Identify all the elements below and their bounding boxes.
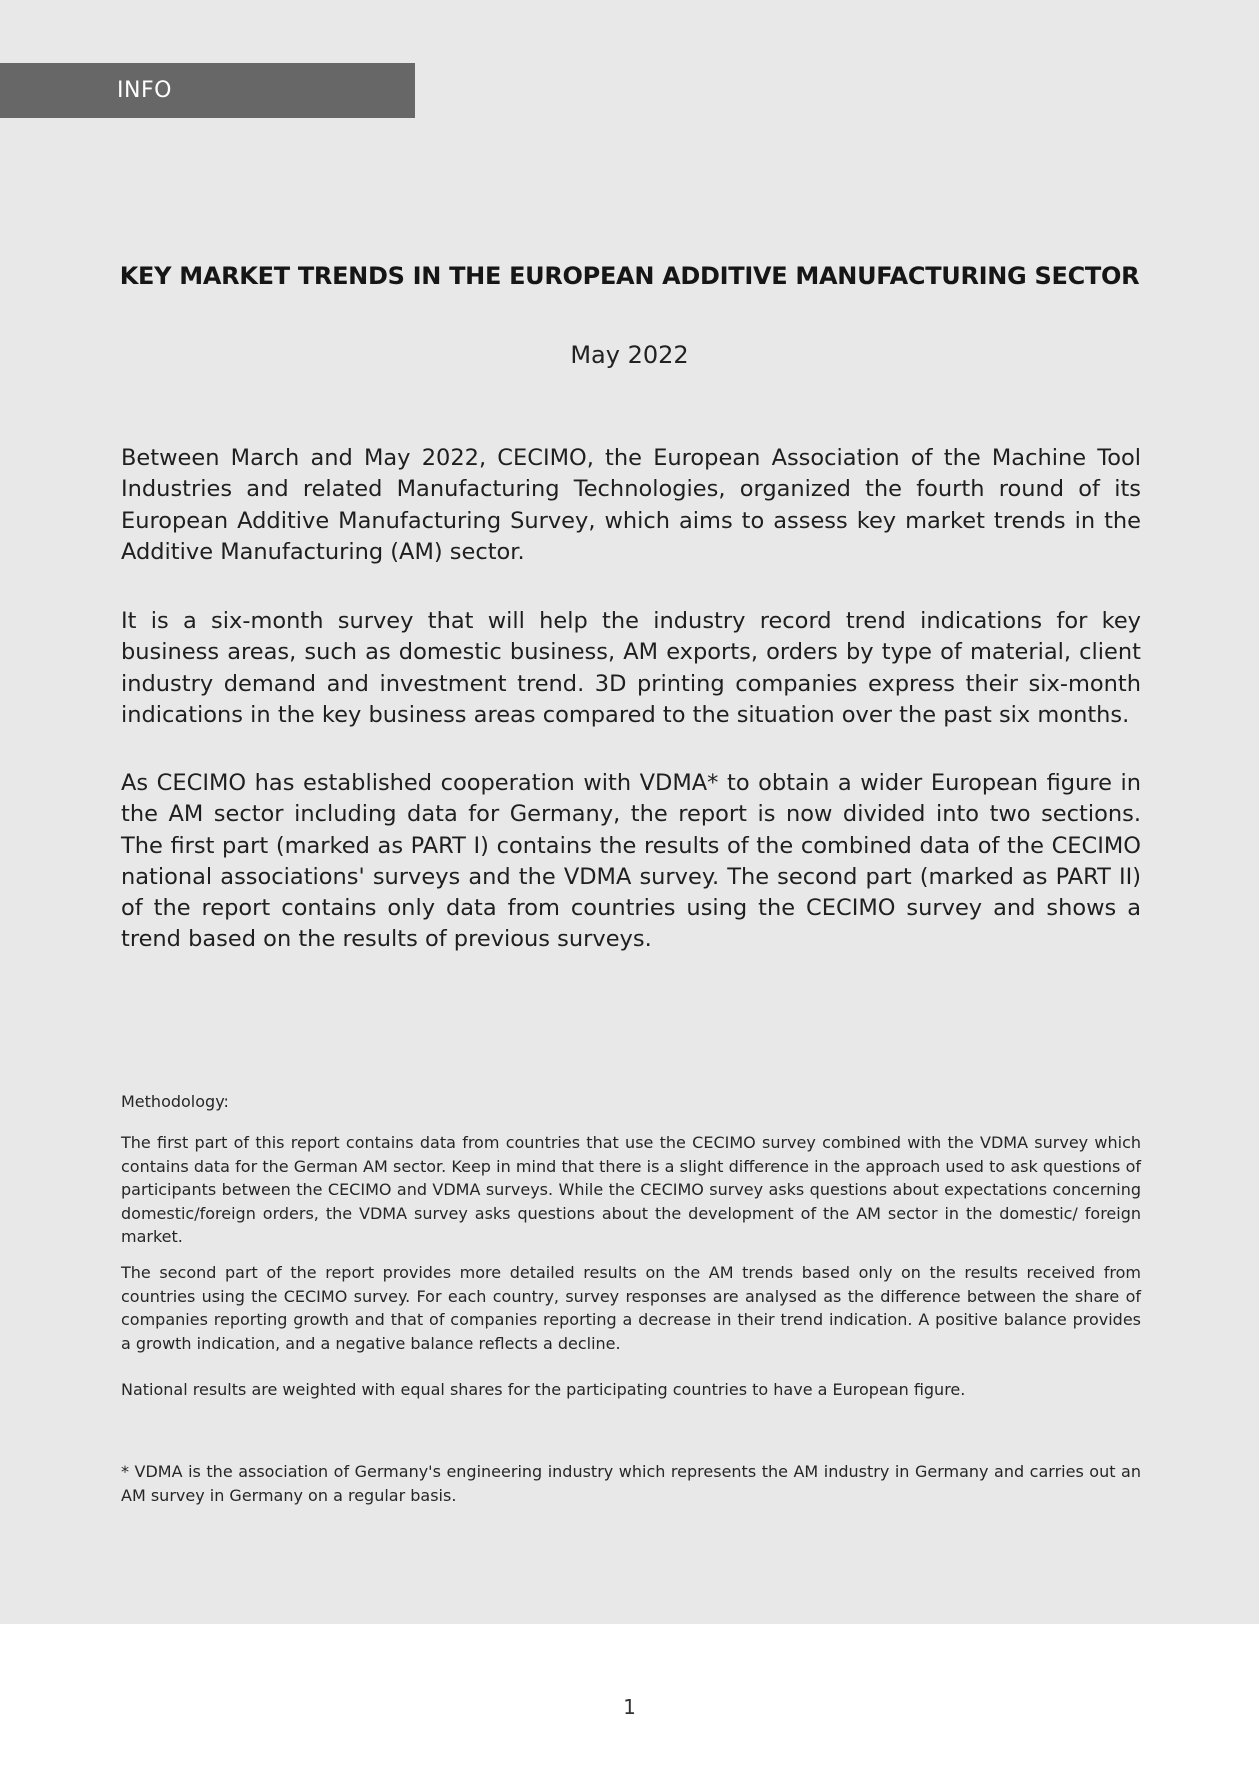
- methodology-paragraph-3: National results are weighted with equal shares for the participating countries to have a European figure.: [121, 1380, 966, 1399]
- info-tab: INFO: [0, 63, 415, 118]
- methodology-paragraph-2: The second part of the report provides more detailed results on the AM trends based only on the results received from countries using the CECIMO survey. For each country, survey responses are analysed as the difference between the share of companies reporting growth and that of companies reporting a decrease in their trend indication. A positive balance provides a growth indication, and a negative balance reflects a decline.: [121, 1263, 1141, 1353]
- methodology-paragraph-1: The first part of this report contains data from countries that use the CECIMO survey combined with the VDMA survey which contains data for the German AM sector. Keep in mind that there is a slight difference in the approach used to ask questions of participants between the CECIMO and VDMA surveys. While the CECIMO survey asks questions about expectations concerning domestic/foreign orders, the VDMA survey asks questions about the development of the AM sector in the domestic/ foreign market.: [121, 1133, 1141, 1246]
- footnote: * VDMA is the association of Germany's engineering industry which represents the AM industry in Germany and carries out an AM survey in Germany on a regular basis.: [121, 1462, 1141, 1505]
- document-title: KEY MARKET TRENDS IN THE EUROPEAN ADDITIVE MANUFACTURING SECTOR: [119, 262, 1140, 290]
- intro-paragraph-3: As CECIMO has established cooperation with VDMA* to obtain a wider European figure in the AM sector including data for Germany, the report is now divided into two sections. The first part (marked as PART I) contains the results of the combined data of the CECIMO national associations' surveys and the VDMA survey. The second part (marked as PART II) of the report contains only data from countries using the CECIMO survey and shows a trend based on the results of previous surveys.: [121, 770, 1141, 953]
- intro-paragraph-1: Between March and May 2022, CECIMO, the European Association of the Machine Tool Industries and related Manufacturing Technologies, organized the fourth round of its European Additive Manufacturing Survey, which aims to assess key market trends in the Additive Manufacturing (AM) sector.: [121, 445, 1141, 565]
- intro-paragraph-2: It is a six-month survey that will help the industry record trend indications for key business areas, such as domestic business, AM exports, orders by type of material, client industry demand and investment trend. 3D printing companies express their six-month indications in the key business areas compared to the situation over the past six months.: [121, 608, 1141, 728]
- methodology-heading: Methodology:: [121, 1092, 229, 1111]
- page-number: 1: [623, 1695, 636, 1719]
- document-date: May 2022: [570, 341, 689, 369]
